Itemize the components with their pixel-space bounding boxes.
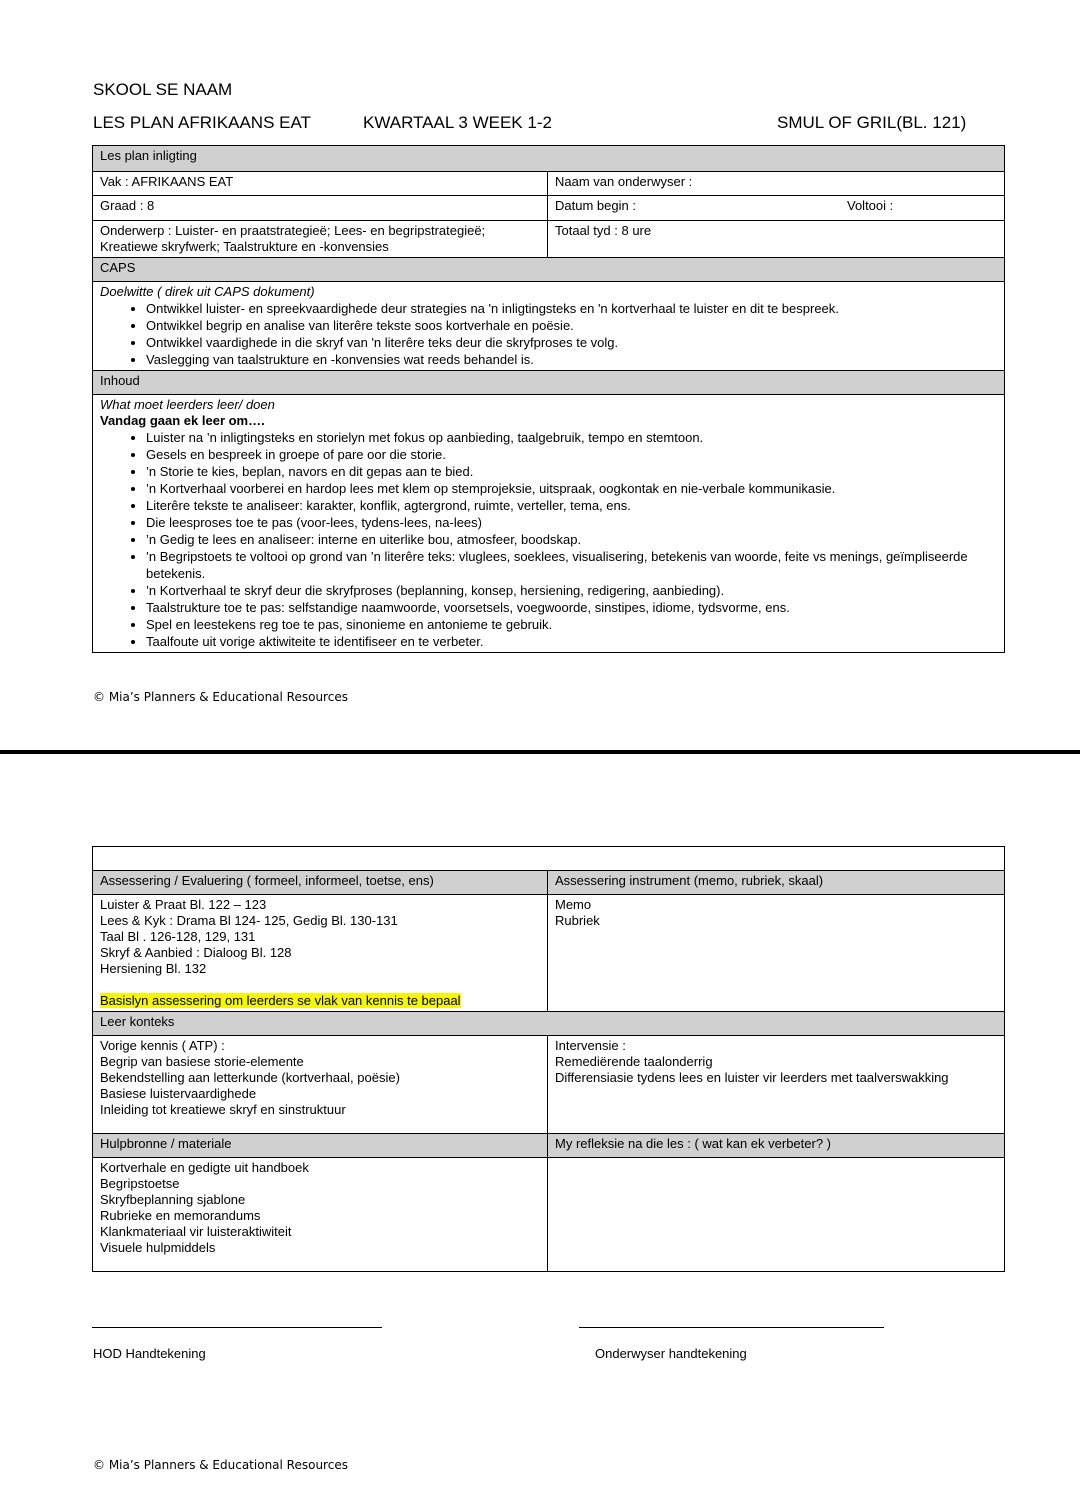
- instrument-cell: [548, 895, 1005, 1012]
- prior-knowledge-line: Inleiding tot kreatiewe skryf en sinstruktuur: [100, 1102, 346, 1117]
- caps-heading: CAPS: [93, 258, 1005, 282]
- list-item: • ’n Kortverhaal voorberei en hardop lees met klem op stemprojeksie, uitspraak, oogkontak en nie-verbale kommunikasie.: [146, 480, 997, 497]
- page-2: [0, 754, 1080, 1507]
- assessment-cell: [93, 895, 548, 1012]
- list-item: • Die leesproses toe te pas (voor-lees, tydens-lees, na-lees): [146, 514, 997, 531]
- prior-knowledge-cell: [93, 1036, 548, 1134]
- grade-cell: Graad : 8: [93, 196, 548, 221]
- prior-knowledge-line: Bekendstelling aan letterkunde (kortverhaal, poësie): [100, 1070, 400, 1085]
- objectives-list: [100, 300, 997, 368]
- list-item: • Luister na ’n inligtingsteks en storielyn met fokus op aanbieding, taalgebruik, tempo en stemtoon.: [146, 429, 997, 446]
- date-cell: [548, 196, 1005, 221]
- completed-label: Voltooi :: [847, 198, 894, 213]
- list-item: • Taalfoute uit vorige aktiwiteite te identifiseer en te verbeter.: [146, 633, 997, 650]
- content-heading: Inhoud: [93, 371, 1005, 395]
- assessment-heading: Assessering / Evaluering ( formeel, informeel, toetse, ens): [93, 871, 548, 895]
- learning-context-heading: Leer konteks: [93, 1012, 1005, 1036]
- content-cell: [93, 395, 1005, 653]
- term-week: KWARTAAL 3 WEEK 1-2: [363, 113, 552, 132]
- resource-line: Klankmateriaal vir luisteraktiwiteit: [100, 1224, 292, 1239]
- resource-line: Begripstoetse: [100, 1176, 180, 1191]
- intervention-line: Differensiasie tydens lees en luister vir leerders met taalverswakking: [555, 1070, 949, 1085]
- school-name: SKOOL SE NAAM: [93, 80, 233, 99]
- teacher-signature-line: [579, 1327, 884, 1328]
- lesson-plan-title: LES PLAN AFRIKAANS EAT: [93, 113, 311, 132]
- start-date-label: Datum begin :: [555, 198, 636, 213]
- list-item: • Ontwikkel luister- en spreekvaardighede deur strategies na 'n inligtingsteks en 'n kortverhaal te luister en dit te bespreek.: [146, 300, 997, 317]
- list-item: • Ontwikkel begrip en analise van literêre tekste soos kortverhale en poësie.: [146, 317, 997, 334]
- hod-signature-line: [92, 1327, 382, 1328]
- content-intro: Vandag gaan ek leer om….: [100, 413, 265, 428]
- intervention-line: Remediërende taalonderrig: [555, 1054, 713, 1069]
- intervention-cell: [548, 1036, 1005, 1134]
- resources-heading: Hulpbronne / materiale: [93, 1134, 548, 1158]
- assessment-table: [92, 846, 1005, 1272]
- topic-cell: Onderwerp : Luister- en praatstrategieë; Lees- en begripstrategieë; Kreatiewe skryfwerk; Taalstrukture en -konvensies: [93, 221, 548, 258]
- resources-cell: [93, 1158, 548, 1272]
- reflection-cell: [548, 1158, 1005, 1272]
- list-item: • ’n Kortverhaal te skryf deur die skryfproses (beplanning, konsep, hersiening, redigering, aanbieding).: [146, 582, 997, 599]
- prior-knowledge-line: Vorige kennis ( ATP) :: [100, 1038, 225, 1053]
- resource-line: Visuele hulpmiddels: [100, 1240, 216, 1255]
- objectives-cell: [93, 282, 1005, 371]
- reflection-heading: My refleksie na die les : ( wat kan ek verbeter? ): [548, 1134, 1005, 1158]
- content-list: [100, 429, 997, 650]
- resource-line: Skryfbeplanning sjablone: [100, 1192, 246, 1207]
- subject-cell: Vak : AFRIKAANS EAT: [93, 172, 548, 196]
- assessment-line: Hersiening Bl. 132: [100, 961, 207, 976]
- info-heading: Les plan inligting: [93, 146, 1005, 172]
- list-item: • Vaslegging van taalstrukture en -konvensies wat reeds behandel is.: [146, 351, 997, 368]
- instrument-line: Memo: [555, 897, 592, 912]
- content-subheading: What moet leerders leer/ doen: [100, 397, 275, 412]
- list-item: • Gesels en bespreek in groepe of pare oor die storie.: [146, 446, 997, 463]
- list-item: • ’n Begripstoets te voltooi op grond van ’n literêre teks: vluglees, soeklees, visualisering, betekenis van woorde, feite vs menings, geïmpliseerde betekenis.: [146, 548, 997, 582]
- copyright-footer: © Mia’s Planners & Educational Resources: [93, 690, 348, 704]
- blank-row: [93, 847, 1005, 871]
- prior-knowledge-line: Begrip van basiese storie-elemente: [100, 1054, 304, 1069]
- instrument-line: Rubriek: [555, 913, 600, 928]
- teacher-signature-label: Onderwyser handtekening: [595, 1346, 747, 1361]
- baseline-assessment-highlight: Basislyn assessering om leerders se vlak van kennis te bepaal: [100, 993, 461, 1008]
- list-item: • Taalstrukture toe te pas: selfstandige naamwoorde, voorsetsels, voegwoorde, sinstipes, idiome, tydsvorme, ens.: [146, 599, 997, 616]
- resource-line: Rubrieke en memorandums: [100, 1208, 261, 1223]
- lesson-info-table: [92, 145, 1005, 653]
- list-item: • Ontwikkel vaardighede in die skryf van 'n literêre teks deur die skryfproses te volg.: [146, 334, 997, 351]
- assessment-line: Taal Bl . 126-128, 129, 131: [100, 929, 256, 944]
- assessment-line: Lees & Kyk : Drama Bl 124- 125, Gedig Bl. 130-131: [100, 913, 398, 928]
- list-item: • Spel en leestekens reg toe te pas, sinonieme en antonieme te gebruik.: [146, 616, 997, 633]
- assessment-line: Luister & Praat Bl. 122 – 123: [100, 897, 267, 912]
- list-item: • ’n Storie te kies, beplan, navors en dit gepas aan te bied.: [146, 463, 997, 480]
- resource-line: Kortverhale en gedigte uit handboek: [100, 1160, 309, 1175]
- topic-page-ref: SMUL OF GRIL(BL. 121): [777, 113, 967, 132]
- objectives-heading: Doelwitte ( direk uit CAPS dokument): [100, 284, 315, 299]
- list-item: • Literêre tekste te analiseer: karakter, konflik, agtergrond, ruimte, verteller, tema, ens.: [146, 497, 997, 514]
- teacher-name-cell: Naam van onderwyser :: [548, 172, 1005, 196]
- total-time-cell: Totaal tyd : 8 ure: [548, 221, 1005, 258]
- assessment-line: Skryf & Aanbied : Dialoog Bl. 128: [100, 945, 292, 960]
- instrument-heading: Assessering instrument (memo, rubriek, skaal): [548, 871, 1005, 895]
- copyright-footer: © Mia’s Planners & Educational Resources: [93, 1458, 348, 1472]
- prior-knowledge-line: Basiese luistervaardighede: [100, 1086, 257, 1101]
- intervention-line: Intervensie :: [555, 1038, 626, 1053]
- hod-signature-label: HOD Handtekening: [93, 1346, 206, 1361]
- list-item: • ’n Gedig te lees en analiseer: interne en uiterlike bou, atmosfeer, boodskap.: [146, 531, 997, 548]
- page-1: [0, 0, 1080, 750]
